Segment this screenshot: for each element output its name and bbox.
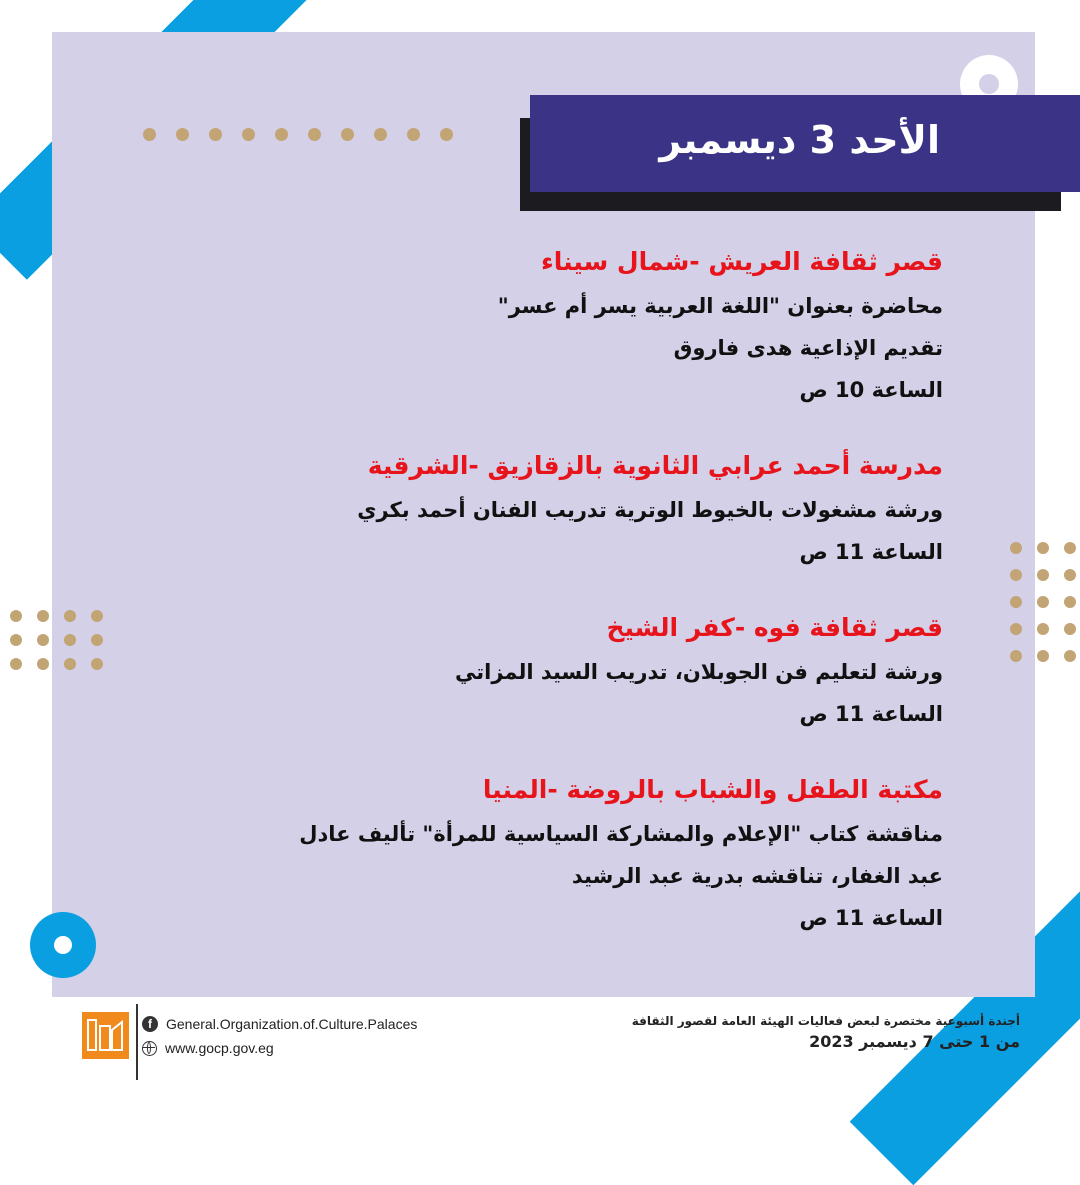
footer-divider (136, 1004, 138, 1080)
page-title: الأحد 3 ديسمبر (659, 118, 940, 162)
facebook-row (142, 1016, 417, 1032)
facebook-icon: f (142, 1016, 158, 1032)
website-link[interactable]: www.gocp.gov.eg (165, 1040, 274, 1056)
event-description-continued: عبد الغفار، تناقشه بدرية عبد الرشيد (571, 864, 943, 888)
event-time: الساعة 11 ص (799, 906, 943, 930)
top-dots-row (143, 128, 453, 141)
event-venue: قصر ثقافة العريش -شمال سيناء (541, 247, 943, 276)
website-row (142, 1040, 274, 1056)
event-time: الساعة 11 ص (799, 702, 943, 726)
event-item (223, 238, 943, 411)
events-list (223, 238, 943, 970)
event-time: الساعة 11 ص (799, 540, 943, 564)
gocp-logo-icon (82, 1012, 129, 1059)
event-description: ورشة لتعليم فن الجوبلان، تدريب السيد المزاتي (454, 660, 943, 684)
event-item (223, 442, 943, 573)
event-venue: قصر ثقافة فوه -كفر الشيخ (606, 613, 943, 642)
event-time: الساعة 10 ص (799, 378, 943, 402)
event-venue: مدرسة أحمد عرابي الثانوية بالزقازيق -الشرقية (367, 451, 943, 480)
left-dots-grid (10, 610, 104, 670)
event-item (223, 604, 943, 735)
event-description: مناقشة كتاب "الإعلام والمشاركة السياسية للمرأة" تأليف عادل (299, 822, 943, 846)
agenda-text: أجندة أسبوعية مختصرة لبعض فعاليات الهيئة العامة لقصور الثقافة (631, 1014, 1020, 1028)
bottom-left-ring-icon (30, 912, 96, 978)
event-description: محاضرة بعنوان "اللغة العربية يسر أم عسر" (497, 294, 943, 318)
facebook-page-link[interactable]: General.Organization.of.Culture.Palaces (166, 1016, 418, 1032)
event-item (223, 766, 943, 939)
right-dots-grid (1010, 542, 1080, 662)
event-venue: مكتبة الطفل والشباب بالروضة -المنيا (482, 775, 943, 804)
event-presenter: تقديم الإذاعية هدى فاروق (673, 336, 943, 360)
footer-agenda (632, 1014, 1020, 1051)
event-description: ورشة مشغولات بالخيوط الوترية تدريب الفنان أحمد بكري (357, 498, 943, 522)
date-range: من 1 حتى 7 ديسمبر 2023 (809, 1032, 1020, 1051)
globe-icon (142, 1041, 157, 1056)
